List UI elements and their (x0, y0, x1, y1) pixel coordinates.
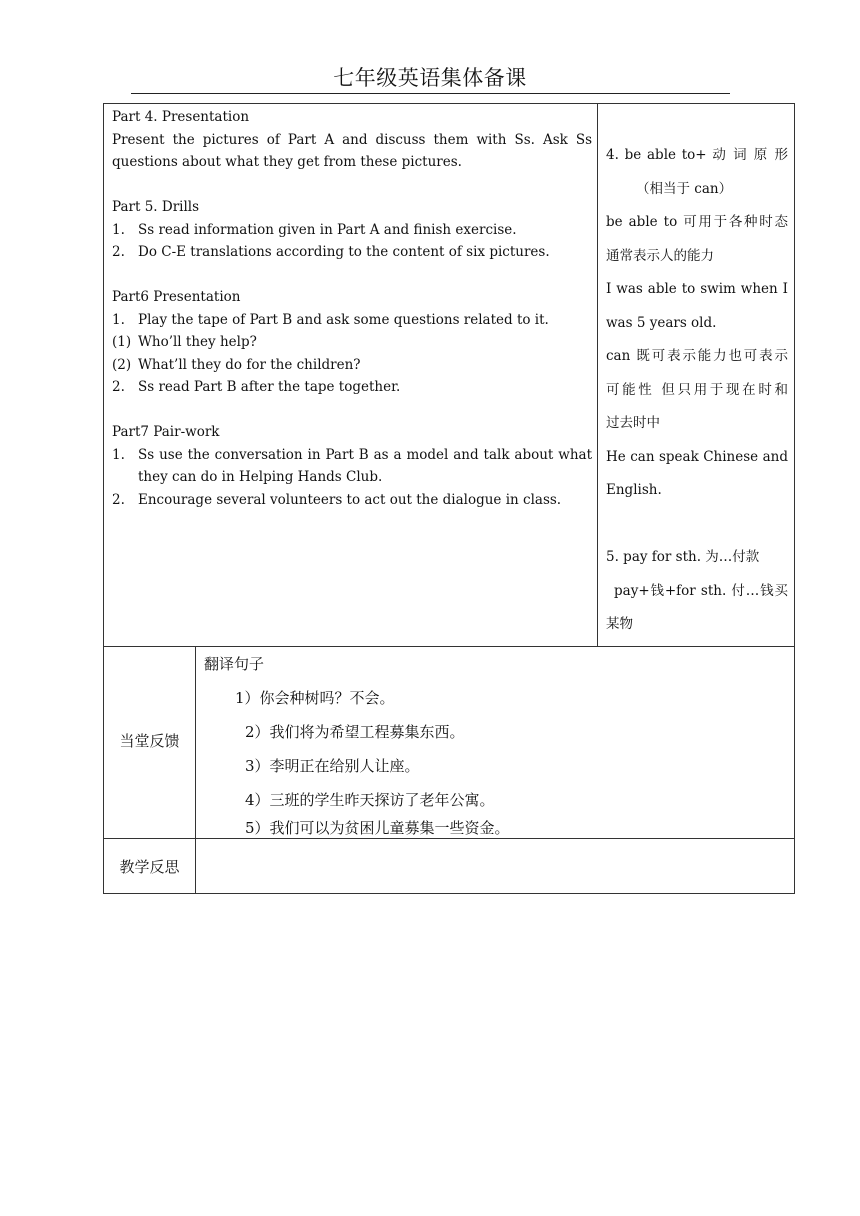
feedback-item: 2）我们将为希望工程募集东西。 (245, 723, 465, 741)
note-line: English. (606, 482, 662, 498)
list-item (112, 489, 592, 512)
column-divider-top (597, 103, 598, 646)
reflection-label: 教学反思 (119, 858, 180, 876)
list-item (112, 219, 592, 242)
list-text: What’ll they do for the children? (138, 356, 361, 373)
list-number: 2. (112, 244, 125, 260)
list-text: Do C-E translations according to the content of six pictures. (138, 244, 550, 260)
list-number: 1. (112, 446, 125, 463)
list-item (112, 376, 592, 399)
list-text: Who’ll they help? (138, 334, 257, 350)
feedback-item: 1）你会种树吗？不会。 (235, 689, 395, 707)
list-item (112, 309, 592, 332)
list-number: (1) (112, 334, 132, 350)
list-number: 1. (112, 221, 125, 238)
column-divider-bottom (195, 646, 196, 894)
note-line: I was able to swim when I (606, 281, 788, 297)
part7-heading: Part7 Pair-work (112, 424, 220, 440)
row-divider-2 (103, 838, 795, 839)
row-divider-1 (103, 646, 795, 647)
part6-heading: Part6 Presentation (112, 289, 241, 305)
note-line: can 既可表示能力也可表示 (606, 348, 788, 364)
note-line: be able to 可用于各种时态 (606, 214, 788, 230)
title-underline (131, 93, 730, 94)
part4-heading: Part 4. Presentation (112, 109, 250, 125)
note-line: 某物 (606, 616, 633, 632)
list-number: 2. (112, 491, 125, 508)
part4-block (112, 106, 592, 174)
note-line: He can speak Chinese and (606, 448, 788, 465)
note-line: was 5 years old. (606, 314, 717, 331)
note-line: 过去时中 (606, 415, 660, 431)
page-title: 七年级英语集体备课 (333, 66, 527, 90)
part4-body: Present the pictures of Part A and discuss them with Ss. Ask Ss questions about what they get from these pictures. (112, 131, 592, 170)
list-text: Ss read Part B after the tape together. (138, 379, 401, 395)
note-line: 5. pay for sth. 为…付款 (606, 549, 760, 565)
feedback-item: 5）我们可以为贫困儿童募集一些资金。 (245, 819, 510, 837)
list-number: 1. (112, 311, 125, 328)
part5-block (112, 196, 592, 264)
part5-heading: Part 5. Drills (112, 199, 200, 215)
part7-block (112, 421, 592, 511)
feedback-label: 当堂反馈 (119, 732, 180, 750)
list-text: Encourage several volunteers to act out the dialogue in class. (138, 491, 562, 508)
list-item (112, 354, 592, 377)
list-text: Play the tape of Part B and ask some questions related to it. (138, 311, 549, 328)
note-line: 4. be able to+ 动 词 原 形 (606, 147, 788, 163)
list-number: (2) (112, 356, 132, 373)
list-number: 2. (112, 379, 125, 395)
note-line: （相当于 can） (636, 180, 733, 197)
teaching-steps (112, 106, 592, 534)
feedback-item: 3）李明正在给别人让座。 (245, 757, 420, 775)
list-text: Ss read information given in Part A and finish exercise. (138, 221, 517, 238)
note-spacer (606, 508, 788, 542)
note-line: 通常表示人的能力 (606, 247, 714, 264)
part6-block (112, 286, 592, 399)
feedback-item: 4）三班的学生昨天探访了老年公寓。 (245, 791, 495, 809)
feedback-heading: 翻译句子 (204, 655, 265, 673)
list-item (112, 241, 592, 264)
list-item (112, 444, 592, 489)
list-item (112, 331, 592, 354)
list-text: Ss use the conversation in Part B as a model and talk about what they can do in Helping Hands Club. (138, 446, 592, 485)
note-line: pay+钱+for sth. 付…钱买 (614, 582, 788, 599)
grammar-notes (606, 139, 788, 642)
note-line: 可能性 但只用于现在时和 (606, 381, 788, 398)
